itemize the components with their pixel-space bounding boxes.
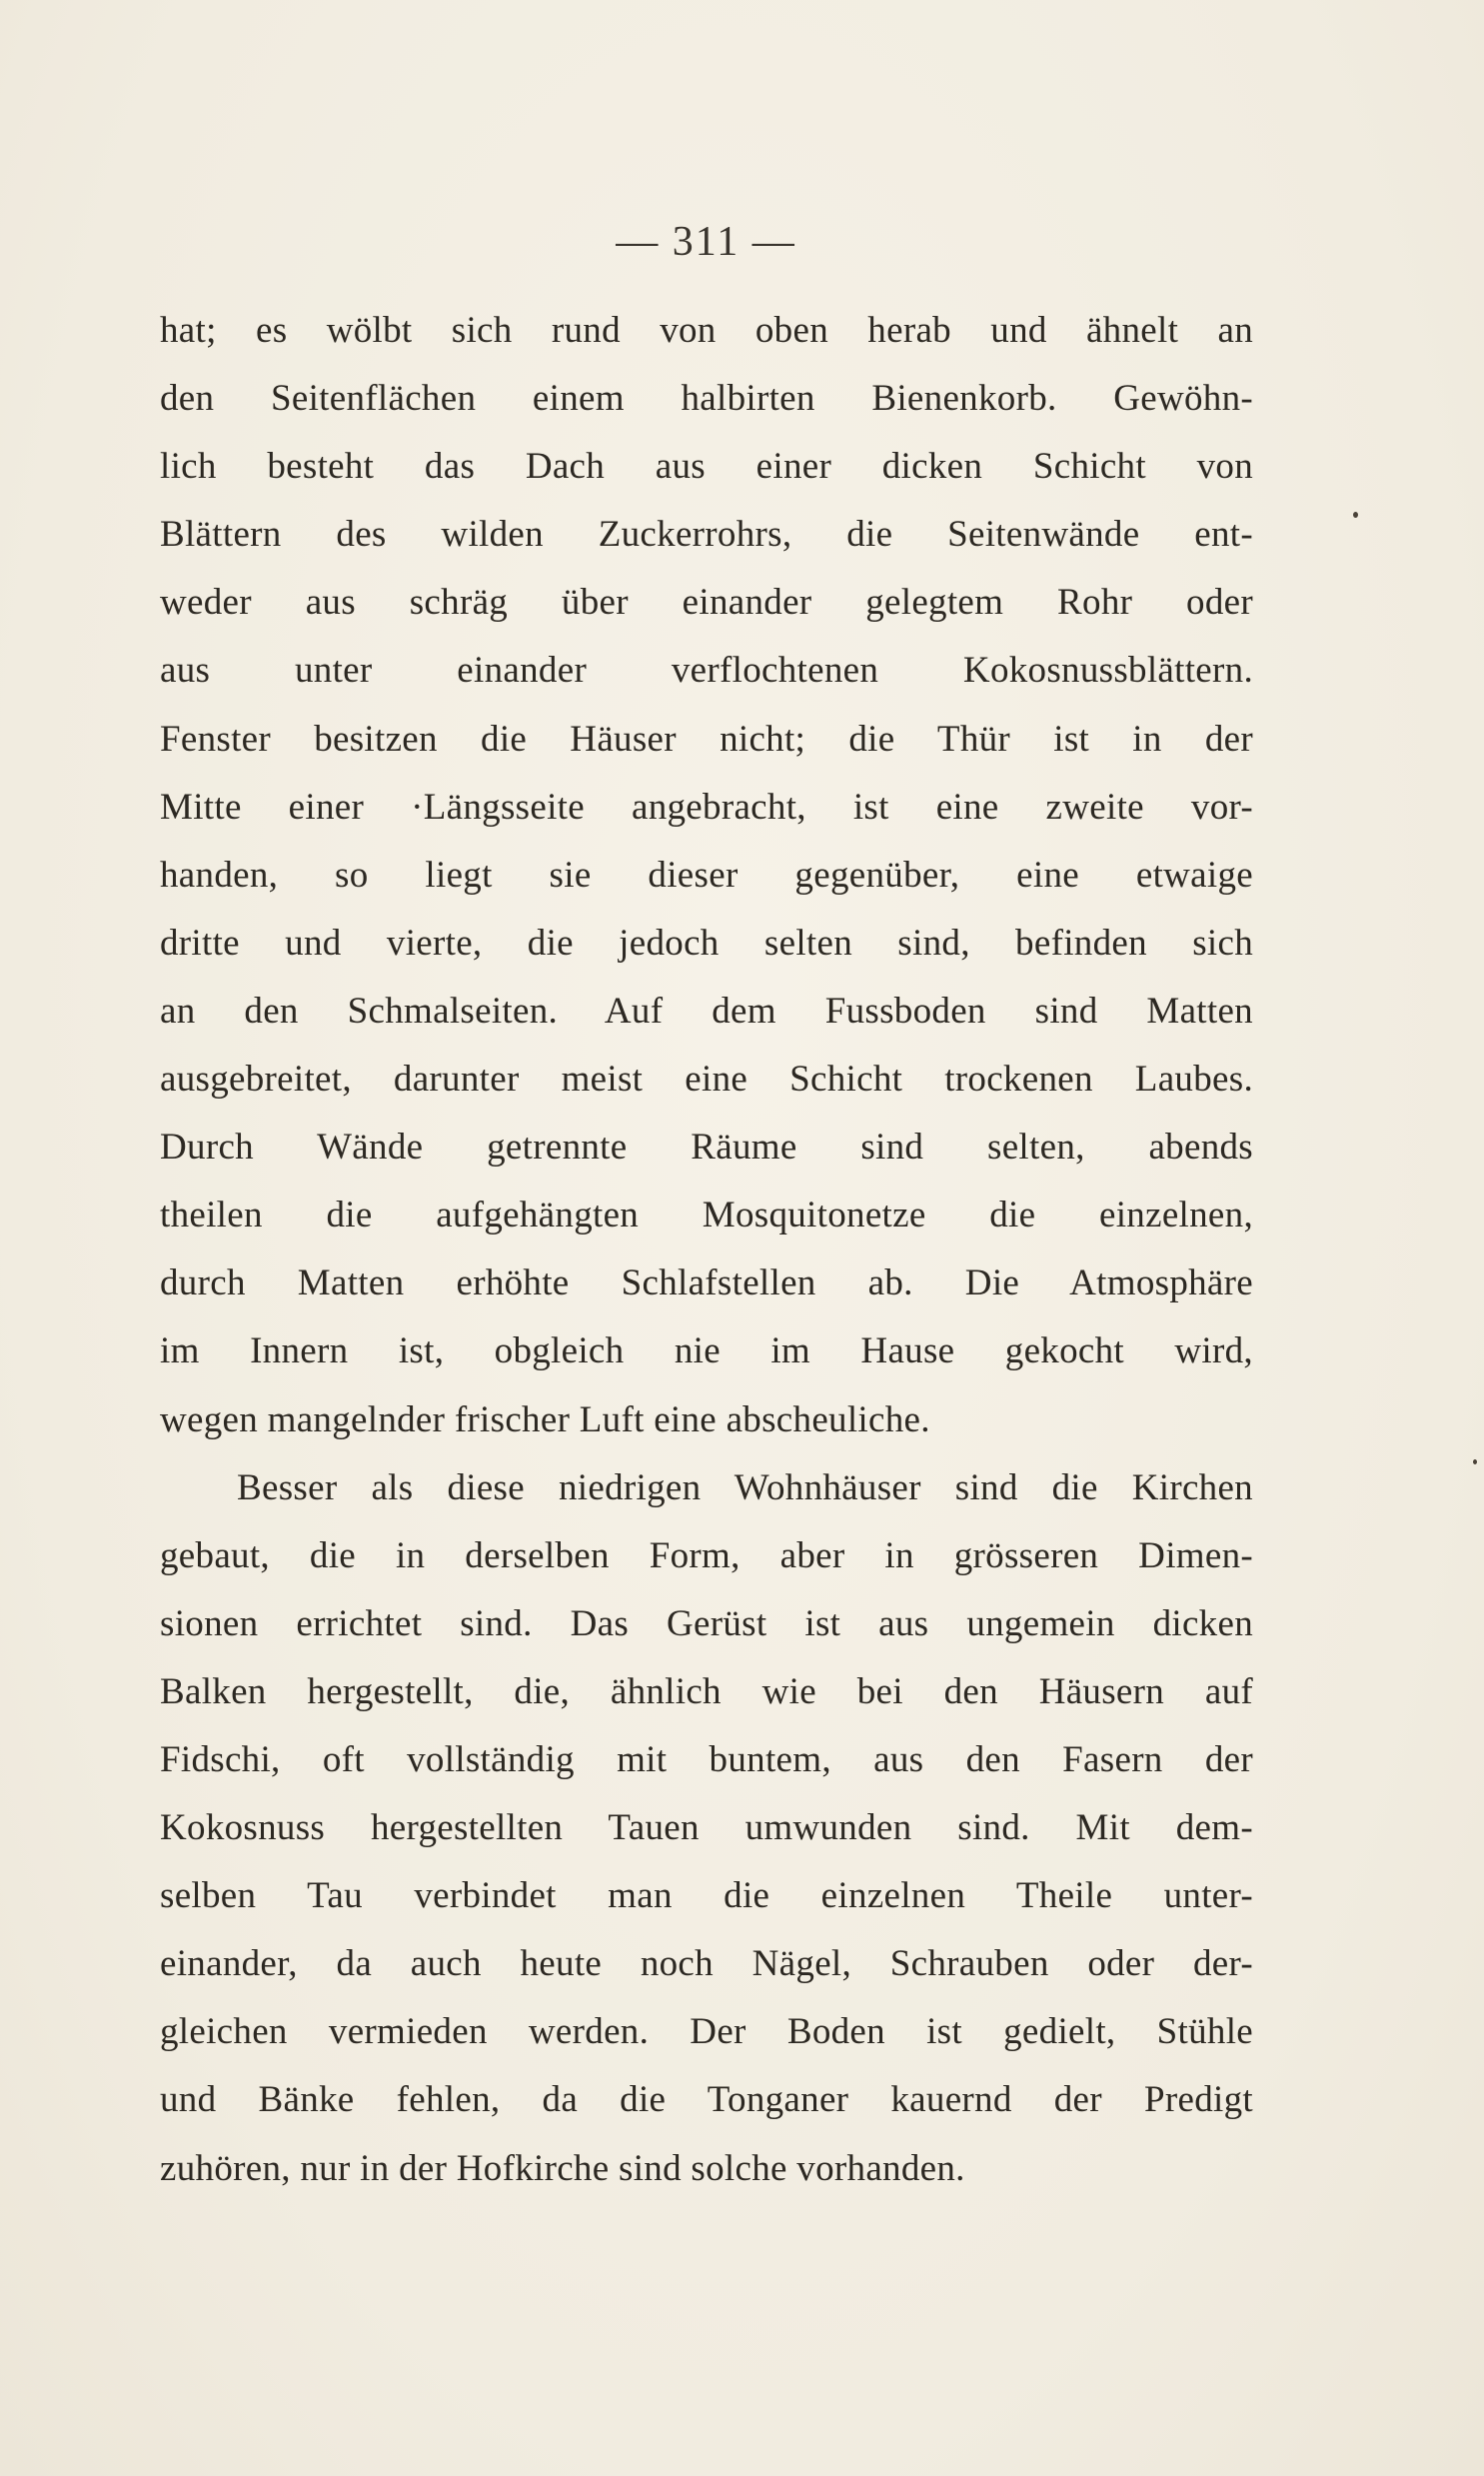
text-line: Besser als diese niedrigen Wohnhäuser sind die Kirchen: [237, 1466, 1253, 1508]
paper-speck: [1473, 1459, 1477, 1464]
text-line: und Bänke fehlen, da die Tonganer kauernd der Predigt: [160, 2079, 1253, 2121]
text-line: zuhören, nur in der Hofkirche sind solche vorhanden.: [160, 2147, 965, 2189]
text-line: hat; es wölbt sich rund von oben herab und ähnelt an: [160, 310, 1253, 351]
paragraph-2: [160, 1454, 1253, 2203]
text-line: wegen mangelnder frischer Luft eine abscheuliche.: [160, 1398, 930, 1440]
page-number: — 311 —: [616, 219, 796, 265]
text-line: gleichen vermieden werden. Der Boden ist gedielt, Stühle: [160, 2011, 1253, 2053]
text-line: im Innern ist, obgleich nie im Hause gekocht wird,: [160, 1330, 1253, 1372]
text-line: Mitte einer ·Längsseite angebracht, ist eine zweite vor-: [160, 786, 1253, 828]
text-line: theilen die aufgehängten Mosquitonetze die einzelnen,: [160, 1195, 1253, 1237]
text-line: Fidschi, oft vollständig mit buntem, aus den Fasern der: [160, 1738, 1253, 1780]
text-line: an den Schmalseiten. Auf dem Fussboden sind Matten: [160, 990, 1253, 1032]
text-line: ausgebreitet, darunter meist eine Schicht trockenen Laubes.: [160, 1059, 1253, 1101]
text-line: selben Tau verbindet man die einzelnen Theile unter-: [160, 1875, 1253, 1917]
text-line: Durch Wände getrennte Räume sind selten, abends: [160, 1127, 1253, 1169]
text-line: weder aus schräg über einander gelegtem Rohr oder: [160, 582, 1253, 624]
text-line: Fenster besitzen die Häuser nicht; die Thür ist in der: [160, 718, 1253, 760]
text-line: aus unter einander verflochtenen Kokosnussblättern.: [160, 650, 1253, 692]
body-text: [160, 297, 1253, 2203]
text-line: gebaut, die in derselben Form, aber in grösseren Dimen-: [160, 1534, 1253, 1576]
text-line: dritte und vierte, die jedoch selten sind, befinden sich: [160, 922, 1253, 964]
text-line: sionen errichtet sind. Das Gerüst ist aus ungemein dicken: [160, 1602, 1253, 1644]
text-line: Blättern des wilden Zuckerrohrs, die Seitenwände ent-: [160, 514, 1253, 556]
text-line: durch Matten erhöhte Schlafstellen ab. Die Atmosphäre: [160, 1262, 1253, 1304]
text-line: den Seitenflächen einem halbirten Bienenkorb. Gewöhn-: [160, 378, 1253, 420]
paper-speck: [1353, 512, 1358, 518]
text-line: Kokosnuss hergestellten Tauen umwunden sind. Mit dem-: [160, 1807, 1253, 1849]
text-line: einander, da auch heute noch Nägel, Schrauben oder der-: [160, 1943, 1253, 1985]
text-line: handen, so liegt sie dieser gegenüber, eine etwaige: [160, 854, 1253, 896]
text-line: Balken hergestellt, die, ähnlich wie bei den Häusern auf: [160, 1670, 1253, 1712]
text-line: lich besteht das Dach aus einer dicken Schicht von: [160, 446, 1253, 488]
paragraph-1: [160, 297, 1253, 1454]
